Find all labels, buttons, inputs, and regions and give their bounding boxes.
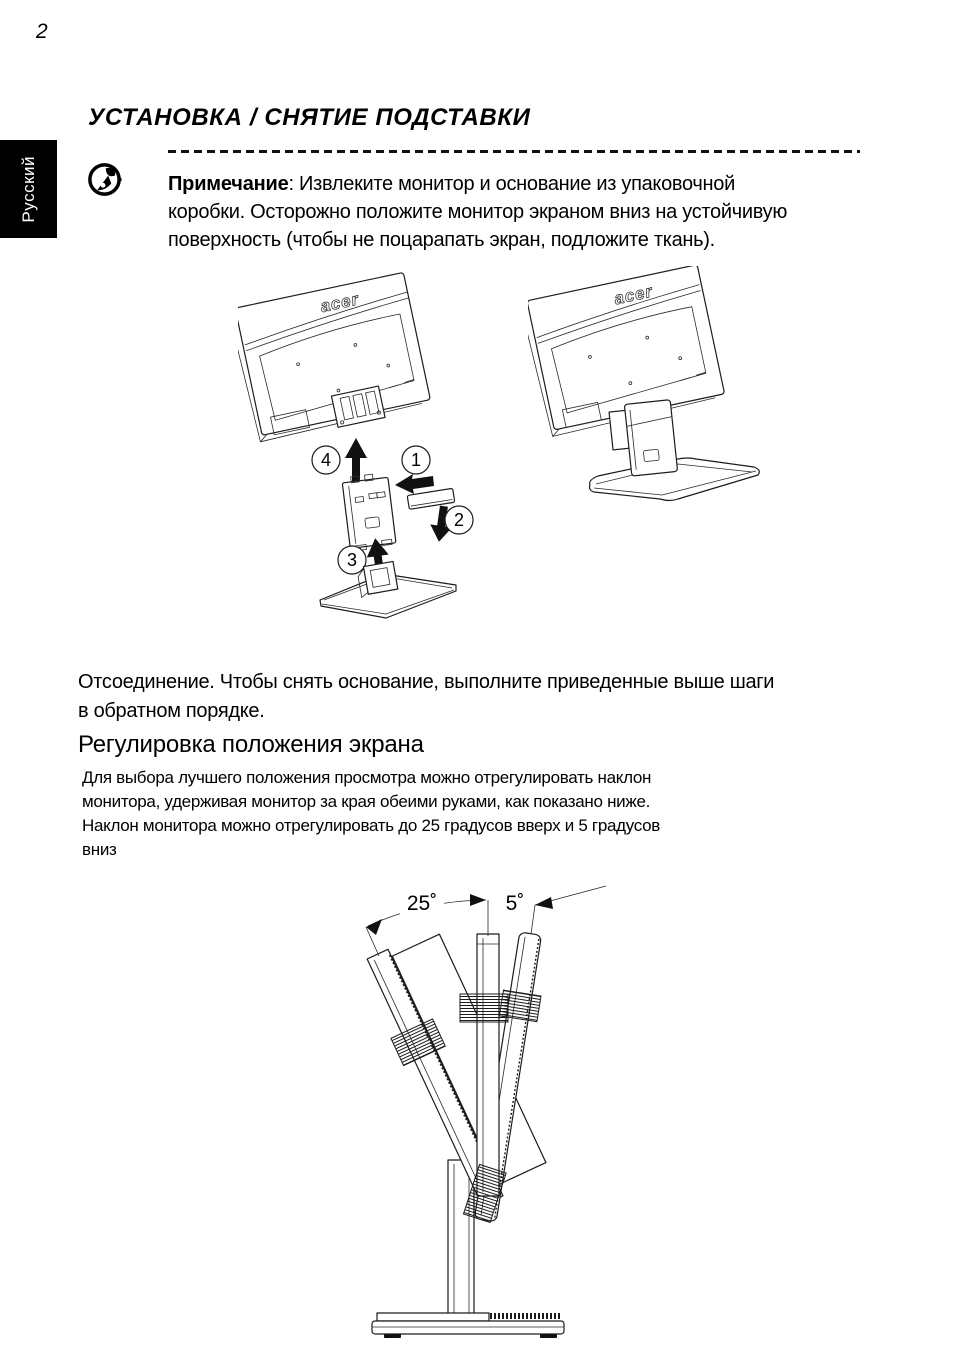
stand-column-part [342, 472, 397, 551]
note-line: коробки. Осторожно положите монитор экраном вниз на устойчивую [168, 201, 788, 223]
adjust-paragraph: Для выбора лучшего положения просмотра можно отрегулировать наклон монитора, удерживая монитор за края обеими руками, как показано ниже. Наклон монитора можно отрегулировать до 25 градусов вверх и 5 градусов вниз [82, 768, 661, 859]
step-1-badge [402, 446, 430, 474]
diagram-tilt-range [322, 872, 638, 1354]
tilt-down-angle-label: 5˚ [505, 892, 525, 915]
arrow-left-step1 [395, 474, 434, 494]
note-line: поверхность (чтобы не поцарапать экран, подложите ткань). [168, 229, 715, 251]
stand-base-part [320, 561, 456, 618]
language-tab-label: Русский [18, 155, 38, 223]
acer-logo-text: acer [612, 281, 655, 309]
note-line: Примечание: Извлеките монитор и основание из упаковочной [168, 173, 735, 195]
svg-text:4: 4 [320, 450, 332, 470]
note-icon [87, 162, 122, 197]
note-label: Примечание [168, 173, 289, 195]
step-3-badge [338, 546, 366, 574]
dashed-divider [168, 150, 860, 153]
diagram-stand-assembly [238, 268, 490, 622]
arrow-up-step4 [345, 438, 367, 482]
detach-paragraph: Отсоединение. Чтобы снять основание, выполните приведенные выше шаги в обратном порядке. [78, 671, 775, 722]
svg-text:1: 1 [410, 450, 422, 470]
page-number: 2 [36, 20, 48, 43]
tilt-up-angle-label: 25˚ [406, 892, 438, 915]
monitor-back [238, 272, 432, 444]
stand-column [608, 400, 677, 478]
section-title: УСТАНОВКА / СНЯТИЕ ПОДСТАВКИ [88, 104, 531, 131]
language-tab [0, 140, 57, 238]
acer-logo-text: acer [318, 289, 361, 317]
stand-side-view [372, 1160, 564, 1338]
clip-part [407, 488, 455, 509]
svg-text:3: 3 [346, 550, 358, 570]
step-4-badge [312, 446, 340, 474]
adjust-heading: Регулировка положения экрана [78, 731, 424, 758]
step-2-badge [445, 506, 473, 534]
svg-text:2: 2 [453, 510, 465, 530]
note-text [168, 170, 878, 254]
diagram-assembled-monitor [528, 266, 776, 508]
